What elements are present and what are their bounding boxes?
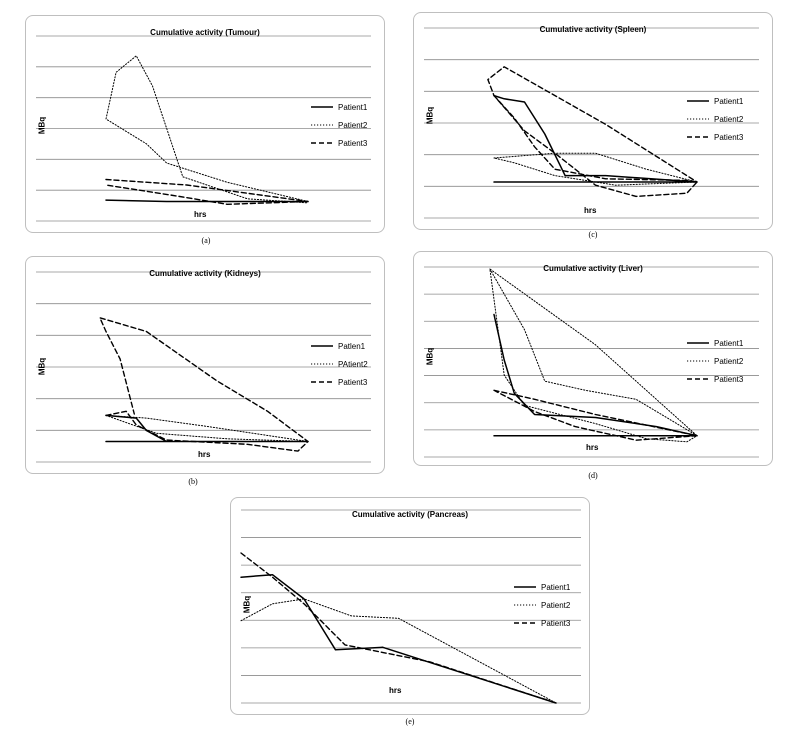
caption-a: (a) <box>201 236 211 245</box>
legend-item-1 <box>311 98 367 116</box>
legend-swatch <box>311 140 333 146</box>
legend-label: Patient3 <box>338 138 368 148</box>
legend-item-1 <box>514 578 570 596</box>
caption-e: (e) <box>405 717 415 726</box>
series-line-1 <box>494 315 697 436</box>
x-axis-label: hrs <box>194 210 207 219</box>
legend-swatch <box>311 343 333 349</box>
legend-swatch <box>514 620 536 626</box>
legend-item-2 <box>311 355 368 373</box>
y-axis-label: MBq <box>37 116 47 135</box>
series-line-2 <box>106 415 308 441</box>
legend <box>687 334 743 388</box>
series-line-3 <box>488 67 697 197</box>
legend <box>311 98 367 152</box>
legend-swatch <box>311 122 333 128</box>
legend-label: PAtient2 <box>338 359 368 369</box>
y-axis-label: MBq <box>37 357 47 376</box>
caption-d: (d) <box>588 471 598 480</box>
legend-label: Patient1 <box>541 582 571 592</box>
legend-label: Patient2 <box>714 356 744 366</box>
chart-title: Cumulative activity (Liver) <box>543 264 643 273</box>
series-line-1 <box>494 96 697 182</box>
legend-label: Patlen1 <box>338 341 366 351</box>
y-axis-label: MBq <box>425 106 435 125</box>
series-line-1 <box>106 415 308 441</box>
x-axis-label: hrs <box>584 206 597 215</box>
legend-item-2 <box>514 596 570 614</box>
legend-item-1 <box>311 337 368 355</box>
chart-panel-spleen <box>413 12 773 230</box>
legend-swatch <box>687 134 709 140</box>
legend-item-3 <box>311 134 367 152</box>
legend-item-3 <box>514 614 570 632</box>
legend-item-1 <box>687 92 743 110</box>
caption-c: (c) <box>588 230 598 239</box>
chart-title: Cumulative activity (Spleen) <box>539 25 647 34</box>
legend-label: Patient3 <box>714 374 744 384</box>
legend-label: Patient1 <box>714 96 744 106</box>
legend-item-3 <box>687 370 743 388</box>
legend-item-1 <box>687 334 743 352</box>
legend-swatch <box>687 376 709 382</box>
legend-label: Patient2 <box>714 114 744 124</box>
y-axis-label: MBq <box>242 595 252 614</box>
chart-panel-pancreas <box>230 497 590 715</box>
legend-swatch <box>687 116 709 122</box>
legend-swatch <box>311 379 333 385</box>
chart-title: Cumulative activity (Tumour) <box>150 28 260 37</box>
chart-panel-liver <box>413 251 773 466</box>
series-line-3 <box>494 390 697 440</box>
legend-label: Patient3 <box>541 618 571 628</box>
x-axis-label: hrs <box>198 450 211 459</box>
series-line-3 <box>241 553 556 703</box>
series-line-3 <box>100 318 308 451</box>
x-axis-label: hrs <box>389 686 402 695</box>
series-line-2 <box>490 269 697 442</box>
legend-swatch <box>514 584 536 590</box>
legend-label: Patient3 <box>338 377 368 387</box>
legend-swatch <box>311 104 333 110</box>
caption-b: (b) <box>188 477 198 486</box>
legend-item-2 <box>687 352 743 370</box>
legend-label: Patient1 <box>338 102 368 112</box>
legend-label: Patient3 <box>714 132 744 142</box>
legend-item-3 <box>687 128 743 146</box>
chart-panel-kidneys <box>25 256 385 474</box>
legend <box>687 92 743 146</box>
legend-swatch <box>311 361 333 367</box>
legend-swatch <box>687 340 709 346</box>
chart-title: Cumulative activity (Pancreas) <box>351 510 469 519</box>
series-line-1 <box>241 575 556 703</box>
legend-label: Patient2 <box>338 120 368 130</box>
x-axis-label: hrs <box>586 443 599 452</box>
legend-item-2 <box>311 116 367 134</box>
legend <box>311 337 368 391</box>
legend-item-2 <box>687 110 743 128</box>
legend-item-3 <box>311 373 368 391</box>
legend <box>514 578 570 632</box>
chart-title: Cumulative activity (Kidneys) <box>149 269 261 278</box>
legend-label: Patient1 <box>714 338 744 348</box>
legend-swatch <box>687 98 709 104</box>
chart-panel-tumour <box>25 15 385 233</box>
legend-swatch <box>687 358 709 364</box>
y-axis-label: MBq <box>425 347 435 366</box>
legend-label: Patient2 <box>541 600 571 610</box>
legend-swatch <box>514 602 536 608</box>
series-line-2 <box>106 56 308 203</box>
